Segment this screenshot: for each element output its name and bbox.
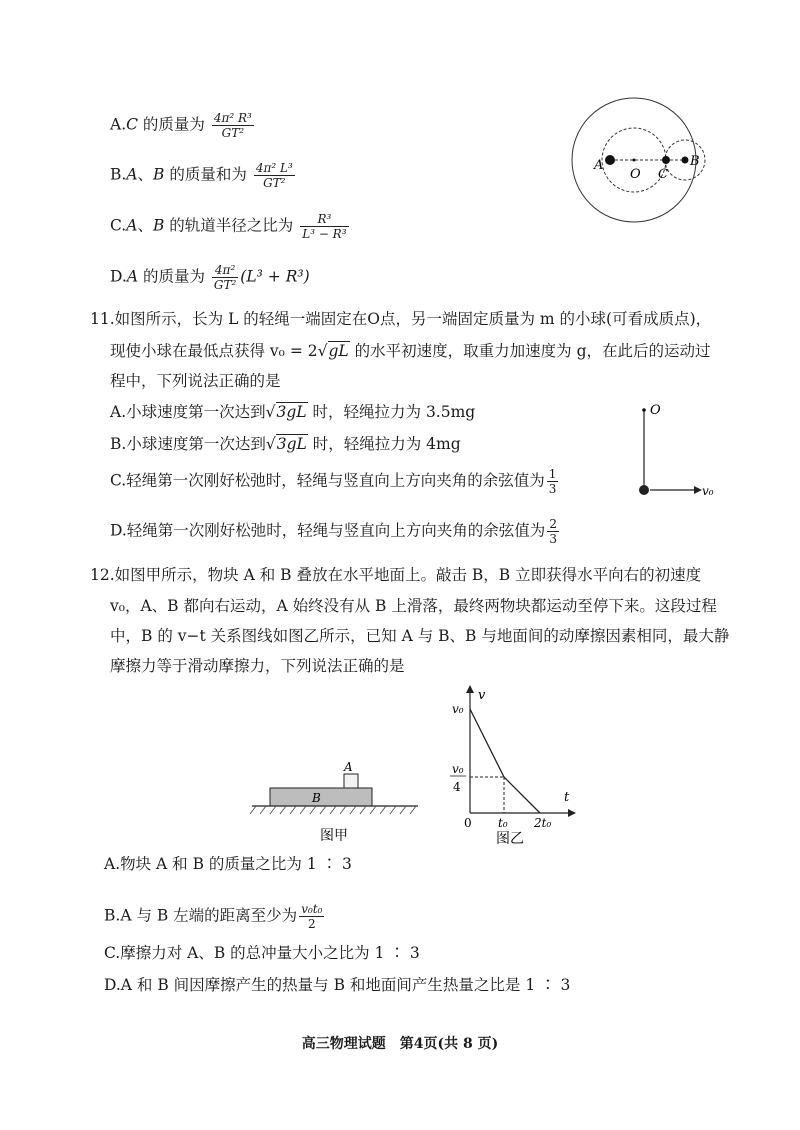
svg-text:v₀: v₀ <box>452 702 464 716</box>
svg-text:O: O <box>630 167 641 182</box>
svg-text:t: t <box>564 790 570 805</box>
q11-option-b: B.小球速度第一次达到√3gL 时，轻绳拉力为 4mg <box>110 435 461 453</box>
svg-text:B: B <box>312 791 321 805</box>
q12-stem-line4: 摩擦力等于滑动摩擦力，下列说法正确的是 <box>110 657 405 675</box>
svg-text:A: A <box>594 158 604 173</box>
q12-option-d: D.A 和 B 间因摩擦产生的热量与 B 和地面间产生热量之比是 1 ∶ 3 <box>104 976 571 994</box>
q10-option-a: A.C 的质量为 $\frac{\text{4π² R³}}{\text{GT²}}$ <box>110 111 252 140</box>
q11-option-c: C.轻绳第一次刚好松弛时，轻绳与竖直向上方向夹角的余弦值为 $\frac{1}{3}$ <box>110 467 557 496</box>
q11-stem-line3: 程中，下列说法正确的是 <box>110 372 281 390</box>
svg-text:图甲: 图甲 <box>320 828 348 844</box>
star-a <box>605 155 615 165</box>
svg-text:A: A <box>344 760 353 774</box>
pendulum-figure <box>620 398 720 508</box>
q11-option-a: A.小球速度第一次达到√3gL 时，轻绳拉力为 3.5mg <box>110 403 476 421</box>
svg-text:图乙: 图乙 <box>496 831 524 847</box>
orbit-figure <box>570 90 770 250</box>
q12-stem-line3: 中，B 的 v−t 关系图线如图乙所示，已知 A 与 B、B 与地面间的动摩擦因素相同，最大静 <box>110 627 730 645</box>
q10-option-c: C.A、B 的轨道半径之比为 $\frac{\text{R³}}{\text{L³ − R³}}$ <box>110 212 347 241</box>
star-c <box>662 156 670 164</box>
figure-yi <box>440 683 590 853</box>
q11-stem-line1: 11.如图所示，长为 L 的轻绳一端固定在O点，另一端固定质量为 m 的小球(可看成质点)， <box>90 310 712 328</box>
svg-text:0: 0 <box>464 816 472 830</box>
q12-stem-line2: v₀，A、B 都向右运动，A 始终没有从 B 上滑落，最终两物块都运动至停下来。这段过程 <box>110 597 717 615</box>
svg-text:4: 4 <box>453 780 461 794</box>
q12-option-b: B.A 与 B 左端的距离至少为 $\frac{\text{v₀t₀}}{2}$ <box>104 902 323 931</box>
svg-text:B: B <box>690 154 700 169</box>
star-b <box>682 157 689 164</box>
svg-text:v₀: v₀ <box>452 762 464 776</box>
q11-option-d: D.轻绳第一次刚好松弛时，轻绳与竖直向上方向夹角的余弦值为 $\frac{2}{3}$ <box>110 517 557 546</box>
svg-text:C: C <box>658 167 668 182</box>
q10-option-b: B.A、B 的质量和为 $\frac{\text{4π² L³}}{\text{GT²}}$ <box>110 161 293 190</box>
q12-stem-line1: 12.如图甲所示，物块 A 和 B 叠放在水平地面上。敲击 B，B 立即获得水平向右的初速度 <box>90 566 702 584</box>
q12-option-a: A.物块 A 和 B 的质量之比为 1 ∶ 3 <box>104 855 352 873</box>
svg-text:2t₀: 2t₀ <box>534 816 552 830</box>
svg-text:v₀: v₀ <box>702 484 714 498</box>
svg-text:v: v <box>478 688 486 703</box>
svg-text:O: O <box>650 403 661 418</box>
vt-line <box>470 709 540 813</box>
q11-stem-line2: 现使小球在最低点获得 v₀ = 2√gL 的水平初速度，取重力加速度为 g，在此后的运动过 <box>110 342 711 360</box>
q12-option-c: C.摩擦力对 A、B 的总冲量大小之比为 1 ∶ 3 <box>104 944 420 962</box>
center-o <box>633 159 636 162</box>
figure-jia <box>248 760 428 850</box>
ball <box>639 485 649 495</box>
svg-text:t₀: t₀ <box>498 816 508 830</box>
q10-option-d: D.A 的质量为 $\frac{\text{4π²}}{\text{GT²}}$ (L³ + R³) <box>110 263 310 292</box>
page-footer: 高三物理试题 第4页(共 8 页) <box>301 1036 499 1052</box>
block-b <box>270 788 372 806</box>
block-a <box>344 774 358 788</box>
pivot-o <box>642 408 646 412</box>
